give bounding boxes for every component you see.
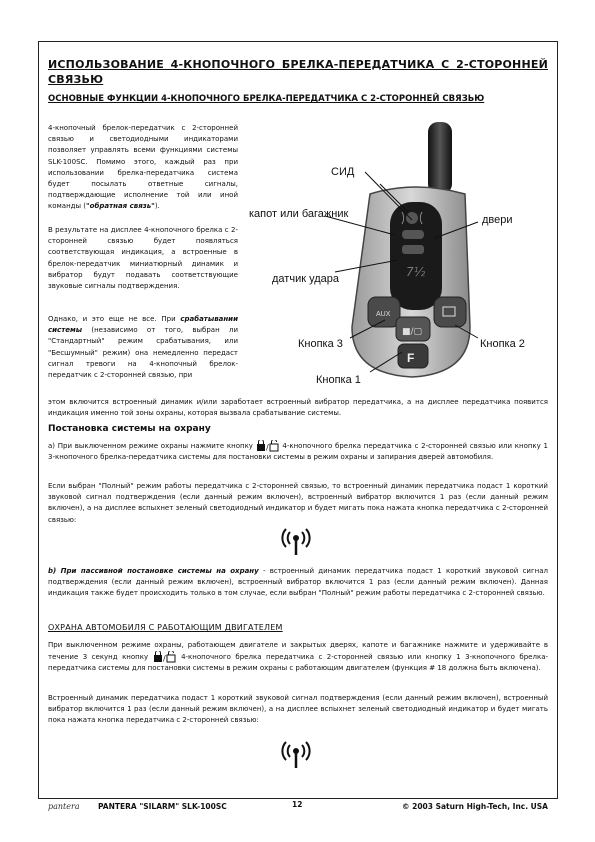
footer-brand: PANTERA "SILARM" SLK-100SC bbox=[98, 802, 227, 811]
svg-text:■/▢: ■/▢ bbox=[402, 327, 423, 337]
svg-text:/: / bbox=[265, 443, 269, 452]
label-hood-trunk: капот или багажник bbox=[249, 208, 349, 220]
label-led: СИД bbox=[331, 166, 355, 178]
signal-icon bbox=[281, 741, 311, 769]
arming-paragraph-full-mode: Если выбран "Полный" режим работы передатчика с 2-сторонней связью, то встроенный динамик передатчика подаст 1 короткий звуковой сигнал подтверждения (если данный режим включен), встроенный вибратор включится 1 раз (если данный режим включен), а на дисплее вспыхнет зеленый светодиодный индикатор и будет мигать пока нажата кнопка передатчика с 2-сторонней связью: bbox=[48, 482, 548, 524]
label-button-3: Кнопка 3 bbox=[298, 338, 343, 350]
arming-heading: Постановка системы на охрану bbox=[48, 424, 211, 434]
intro-paragraph-3: Однако, и это еще не все. При срабатывании системы (независимо от того, выбран ли "Стандартный" режим срабатывания, или "Бесшумный" режим) она немедленно передаст сигнал тревоги на 4-кнопочный брелок-передатчик с 2-сторонней связью, при bbox=[48, 315, 238, 380]
aux-label: AUX bbox=[376, 311, 391, 318]
engine-heading: ОХРАНА АВТОМОБИЛЯ С РАБОТАЮЩИМ ДВИГАТЕЛЕМ bbox=[48, 623, 283, 632]
f-label: F bbox=[407, 351, 415, 365]
label-doors: двери bbox=[482, 214, 513, 226]
svg-text:7½: 7½ bbox=[406, 265, 426, 279]
intro-paragraph-3-cont: этом включится встроенный динамик и/или заработает встроенный вибратор передатчика, а на дисплее передатчика появится индикация именно той зоны охраны, которая вызвала срабатывание системы. bbox=[48, 398, 548, 418]
lock-button-icon bbox=[256, 440, 280, 452]
arming-paragraph-passive: b) При пассивной постановке системы на охрану - встроенный динамик передатчика подаст 1 короткий звуковой сигнал подтверждения (если данный режим включен), встроенный вибратор включится 1 раз (если данный режим включен). Данная индикация также будет происходить только в том случае, если выбран "Полный" режим работы передатчика с 2-сторонней связью. bbox=[48, 567, 548, 598]
label-button-2: Кнопка 2 bbox=[480, 338, 525, 350]
page-title: ИСПОЛЬЗОВАНИЕ 4-КНОПОЧНОГО БРЕЛКА-ПЕРЕДАТЧИКА С 2-СТОРОННЕЙ СВЯЗЬЮ bbox=[48, 58, 548, 86]
label-button-1: Кнопка 1 bbox=[316, 374, 361, 386]
intro-paragraph-1: 4-кнопочный брелок-передатчик с 2-сторонней связью и светодиодными индикаторами позволяет управлять всеми функциями системы SLK-100SC. Помимо этого, каждый раз при использовании брелка-передатчика система будет посылать ответные сигналы, подтверждающие исполнение той или иной команды ("обратная связь"). bbox=[48, 124, 238, 211]
svg-text:pantera: pantera bbox=[48, 802, 80, 811]
engine-paragraph-2: Встроенный динамик передатчика подаст 1 короткий звуковой сигнал подтверждения (если данный режим включен), встроенный вибратор включится 1 раз (если данный режим включен), а на дисплее вспыхнет зеленый светодиодный индикатор и будет мигать пока нажата кнопка передатчика с 2-сторонней связью: bbox=[48, 694, 548, 725]
page-number: 12 bbox=[292, 800, 303, 809]
label-shock-sensor: датчик удара bbox=[272, 273, 339, 285]
lock-button-icon bbox=[153, 651, 177, 663]
footer-copyright: © 2003 Saturn High-Tech, Inc. USA bbox=[402, 802, 548, 811]
section-subtitle: ОСНОВНЫЕ ФУНКЦИИ 4-КНОПОЧНОГО БРЕЛКА-ПЕРЕДАТЧИКА С 2-СТОРОННЕЙ СВЯЗЬЮ bbox=[48, 94, 485, 104]
arming-paragraph-a: а) При выключенном режиме охраны нажмите кнопку / 4-кнопочного брелка передатчика с 2-сторонней связью или кнопку 1 3-кнопочного брелка-передатчика системы для постановки системы в режим охраны и запирания дверей автомобиля. bbox=[48, 440, 548, 463]
engine-paragraph-1: При выключенном режиме охраны, работающем двигателе и закрытых дверях, капоте и багажнике нажмите и удерживайте в течение 3 секунд кнопку / 4-кнопочного брелка передатчика с 2-сторонней связью или кнопку 1 3-кнопочного брелка-передатчика системы для постановки системы в режим охраны с работающим двигателем (функция # 18 должна быть включена). bbox=[48, 641, 549, 673]
brand-logo bbox=[48, 800, 98, 812]
svg-text:/: / bbox=[162, 654, 166, 664]
signal-icon bbox=[281, 528, 311, 556]
intro-paragraph-2: В результате на дисплее 4-кнопочного брелка с 2-сторонней связью будет появляться соответствующая индикация, а встроенные в брелок-передатчик миниатюрный динамик и вибратор будут подавать соответствующие звуковые сигналы подтверждения. bbox=[48, 226, 238, 291]
